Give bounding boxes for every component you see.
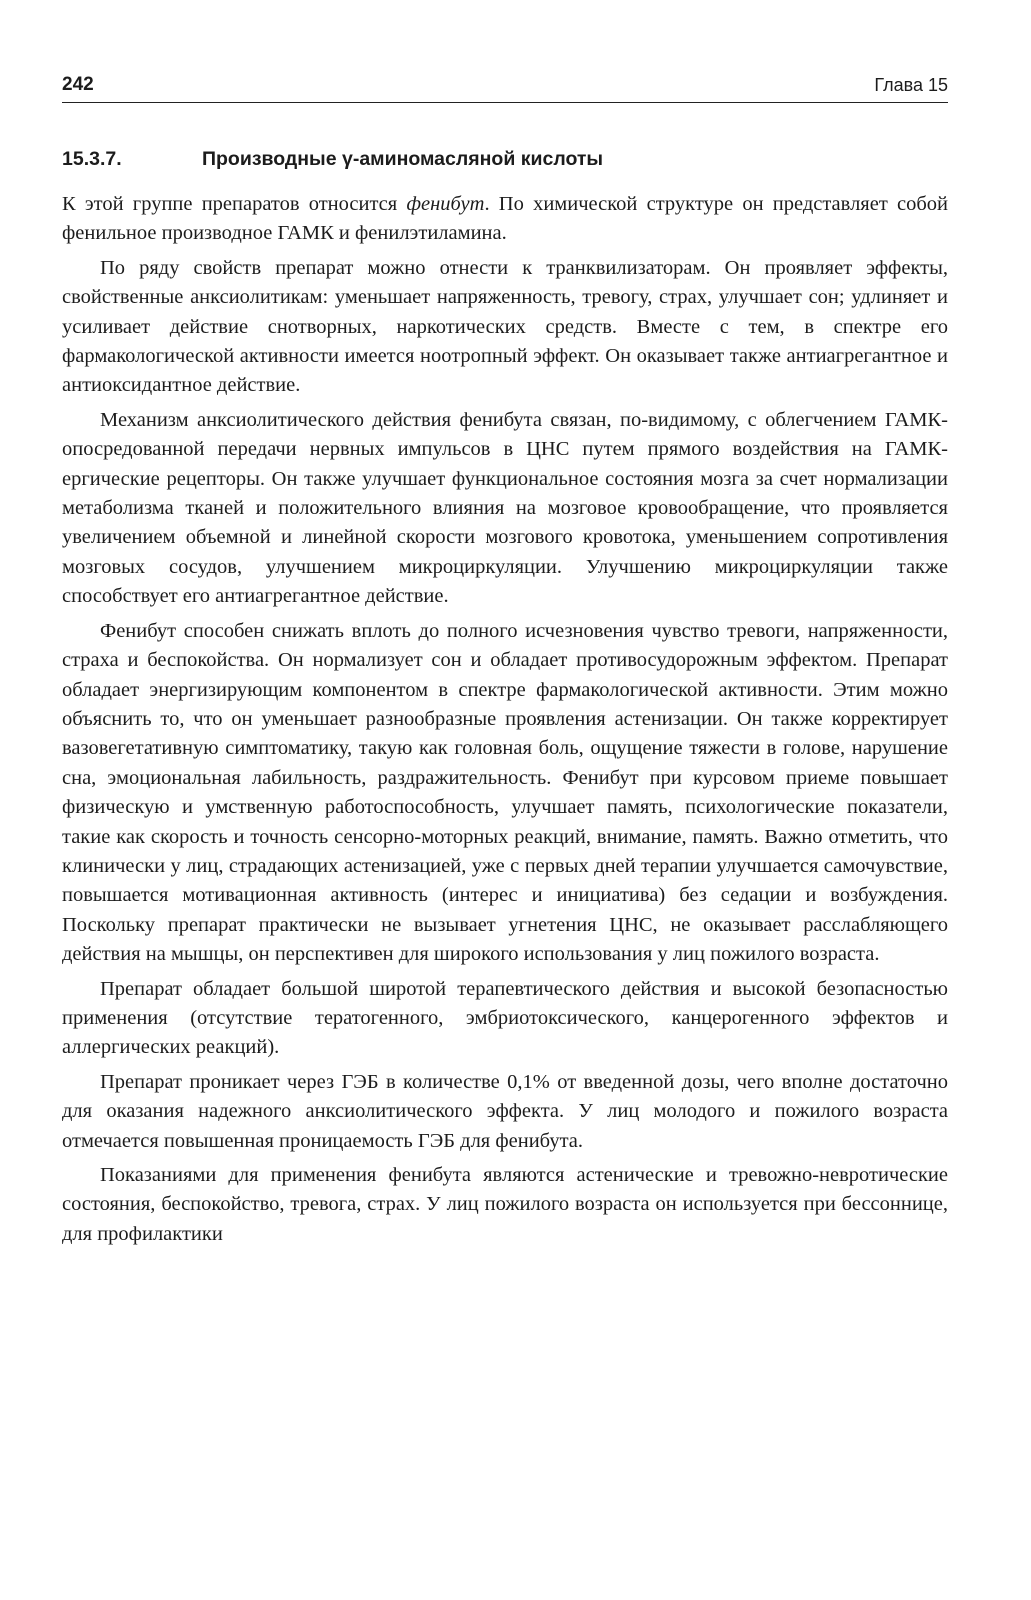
paragraph-intro-before: К этой группе препаратов относится bbox=[62, 193, 407, 215]
section-number: 15.3.7. bbox=[62, 148, 122, 170]
running-header bbox=[62, 72, 948, 103]
book-page bbox=[62, 0, 948, 1600]
paragraph-indications: Показаниями для применения фенибута являются астенические и тревожно-невротические состояния, беспокойство, тревога, страх. У лиц пожилого возраста он используется при бессоннице, для профилактики bbox=[62, 1164, 948, 1245]
paragraph-safety: Препарат обладает большой широтой терапевтического действия и высокой безопасностью применения (отсутствие тератогенного, эмбриотоксического, канцерогенного эффектов и аллергических реакций). bbox=[62, 977, 948, 1059]
paragraph-intro-after: . По химической структуре он представляет собой фенильное производное ГАМК и фенилэтиламина. bbox=[62, 193, 948, 245]
paragraph-properties: По ряду свойств препарат можно отнести к транквилизаторам. Он проявляет эффекты, свойственные анксиолитикам: уменьшает напряженность, тревогу, страх, улучшает сон; удлиняет и усиливает действие снотворных, наркотических средств. Вместе с тем, в спектре его фармакологической активности имеется ноотропный эффект. Он оказывает также антиагрегантное и антиоксидантное действие. bbox=[62, 256, 948, 397]
section-heading bbox=[62, 148, 948, 171]
paragraph-bbb: Препарат проникает через ГЭБ в количестве 0,1% от введенной дозы, чего вполне достаточно для оказания надежного анксиолитического эффекта. У лиц молодого и пожилого возраста отмечается повышенная проницаемость ГЭБ для фенибута. bbox=[62, 1070, 948, 1152]
section-title: Производные γ-аминомасляной кислоты bbox=[202, 148, 604, 170]
paragraph-intro bbox=[62, 190, 948, 249]
page-number: 242 bbox=[62, 74, 94, 95]
chapter-label: Глава 15 bbox=[874, 75, 948, 95]
drug-name-emphasis: фенибут bbox=[406, 193, 485, 215]
paragraph-mechanism: Механизм анксиолитического действия фенибута связан, по-видимому, с облегчением ГАМК-опосредованной передачи нервных импульсов в ЦНС путем прямого воздействия на ГАМК-ергические рецепторы. Он также улучшает функциональное состояния мозга за счет нормализации метаболизма тканей и положительного влияния на мозговое кровообращение, что проявляется увеличением объемной и линейной скорости мозгового кровотока, уменьшением сопротивления мозговых сосудов, улучшением микроциркуляции. Улучшению микроциркуляции также способствует его антиагрегантное действие. bbox=[62, 408, 948, 608]
body-text bbox=[62, 190, 948, 1254]
paragraph-effects: Фенибут способен снижать вплоть до полного исчезновения чувство тревоги, напряженности, страха и беспокойства. Он нормализует сон и обладает противосудорожным эффектом. Препарат обладает энергизирующим компонентом в спектре фармакологической активности. Этим можно объяснить то, что он уменьшает разнообразные проявления астенизации. Он также корректирует вазовегетативную симптоматику, такую как головная боль, ощущение тяжести в голове, нарушение сна, эмоциональная лабильность, раздражительность. Фенибут при курсовом приеме повышает физическую и умственную работоспособность, улучшает память, психологические показатели, такие как скорость и точность сенсорно-моторных реакций, внимание, память. Важно отметить, что клинически у лиц, страдающих астенизацией, уже с первых дней терапии улучшается самочувствие, повышается мотивационная активность (интерес и инициатива) без седации и возбуждения. Поскольку препарат практически не вызывает угнетения ЦНС, не оказывает расслабляющего действия на мышцы, он перспективен для широкого использования у лиц пожилого возраста. bbox=[62, 619, 948, 966]
